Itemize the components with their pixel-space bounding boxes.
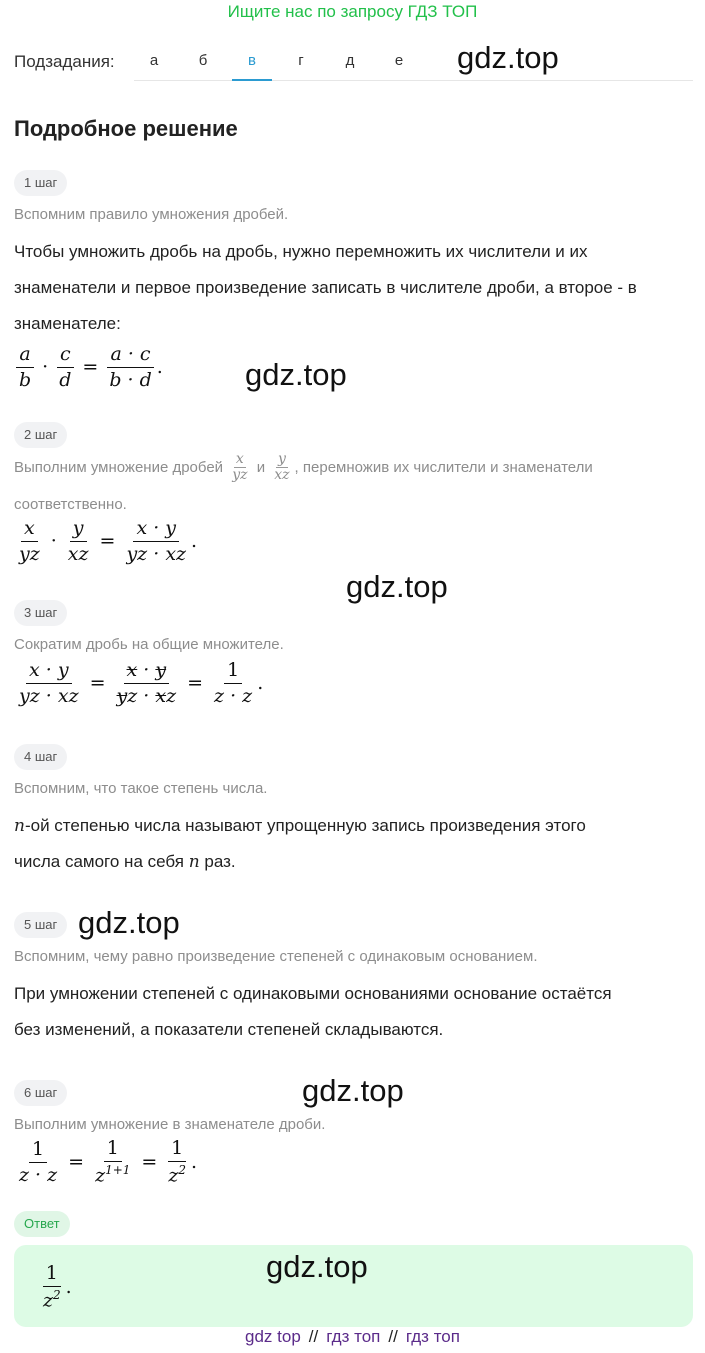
step-badge: 1 шаг — [14, 170, 67, 196]
formula-fraction-rule: $\frac{a}{b}$ · $\frac{c}{d}$ = $\frac{a \cdot c}{b \cdot d}$ . — [14, 344, 163, 391]
footer-separator: // — [388, 1327, 398, 1346]
step-badge: 6 шаг — [14, 1080, 67, 1106]
tab-a[interactable]: а — [149, 52, 159, 69]
footer-link[interactable]: гдз топ — [326, 1327, 381, 1346]
step-badge: 3 шаг — [14, 600, 67, 626]
step-text: числа самого на себя n раз. — [14, 852, 236, 872]
watermark: gdz.top — [346, 569, 448, 604]
watermark: gdz.top — [302, 1073, 404, 1108]
step-hint: Выполним умножение дробей $\frac{x}{yz}$ и $\frac{y}{xz}$ , перемножив их числители и знаменатели — [14, 451, 593, 484]
formula-multiply: $\frac{x}{yz}$ · $\frac{y}{xz}$ = $\frac{x \cdot y}{yz \cdot xz}$ . — [19, 517, 198, 565]
answer-formula: $\frac{1}{z^2}$ . — [43, 1262, 72, 1312]
step-badge: 2 шаг — [14, 422, 67, 448]
step-text: n-ой степенью числа называют упрощенную запись произведения этого — [14, 816, 586, 836]
tab-b[interactable]: б — [198, 52, 208, 69]
tab-d[interactable]: д — [345, 52, 355, 69]
subtasks-bar — [14, 46, 693, 82]
step-hint: соответственно. — [14, 496, 127, 513]
subtask-tabs — [134, 46, 693, 81]
step-text: без изменений, а показатели степеней складываются. — [14, 1020, 444, 1039]
step-hint: Вспомним, чему равно произведение степеней с одинаковым основанием. — [14, 948, 538, 965]
footer-links — [0, 1327, 705, 1347]
tab-v[interactable]: в — [232, 52, 272, 69]
step-hint: Вспомним, что такое степень числа. — [14, 780, 268, 797]
step-text: При умножении степеней с одинаковыми основаниями основание остаётся — [14, 984, 612, 1003]
footer-separator: // — [308, 1327, 319, 1346]
search-banner: Ищите нас по запросу ГДЗ ТОП — [227, 2, 478, 21]
step-hint: Сократим дробь на общие множителе. — [14, 636, 284, 653]
step-text: знаменатели и первое произведение записать в числителе дроби, а второе - в — [14, 278, 637, 297]
watermark: gdz.top — [457, 40, 559, 75]
footer-link[interactable]: gdz top — [245, 1327, 301, 1346]
tab-e[interactable]: е — [394, 52, 404, 69]
solution-heading: Подробное решение — [14, 116, 238, 141]
step-hint: Вспомним правило умножения дробей. — [14, 206, 289, 223]
step-text: знаменателе: — [14, 314, 121, 333]
step-hint: Выполним умножение в знаменателе дроби. — [14, 1116, 326, 1133]
formula-reduce: $\frac{x \cdot y}{yz \cdot xz}$ = $\frac{x \cdot y}{yz \cdot xz}$ = $\frac{1}{z \cdot z}$ . — [19, 659, 264, 707]
formula-power: $\frac{1}{z \cdot z}$ = $\frac{1}{z^{1+1}}$ = $\frac{1}{z^2}$ . — [19, 1137, 198, 1187]
subtasks-label: Подзадания: — [14, 52, 115, 71]
watermark: gdz.top — [266, 1249, 368, 1284]
watermark: gdz.top — [78, 905, 180, 940]
footer-link[interactable]: гдз топ — [405, 1327, 460, 1346]
step-text: Чтобы умножить дробь на дробь, нужно перемножить их числители и их — [14, 242, 588, 261]
step-badge: 5 шаг — [14, 912, 67, 938]
tab-g[interactable]: г — [298, 52, 304, 69]
watermark: gdz.top — [245, 357, 347, 392]
step-badge: 4 шаг — [14, 744, 67, 770]
answer-badge: Ответ — [14, 1211, 70, 1237]
